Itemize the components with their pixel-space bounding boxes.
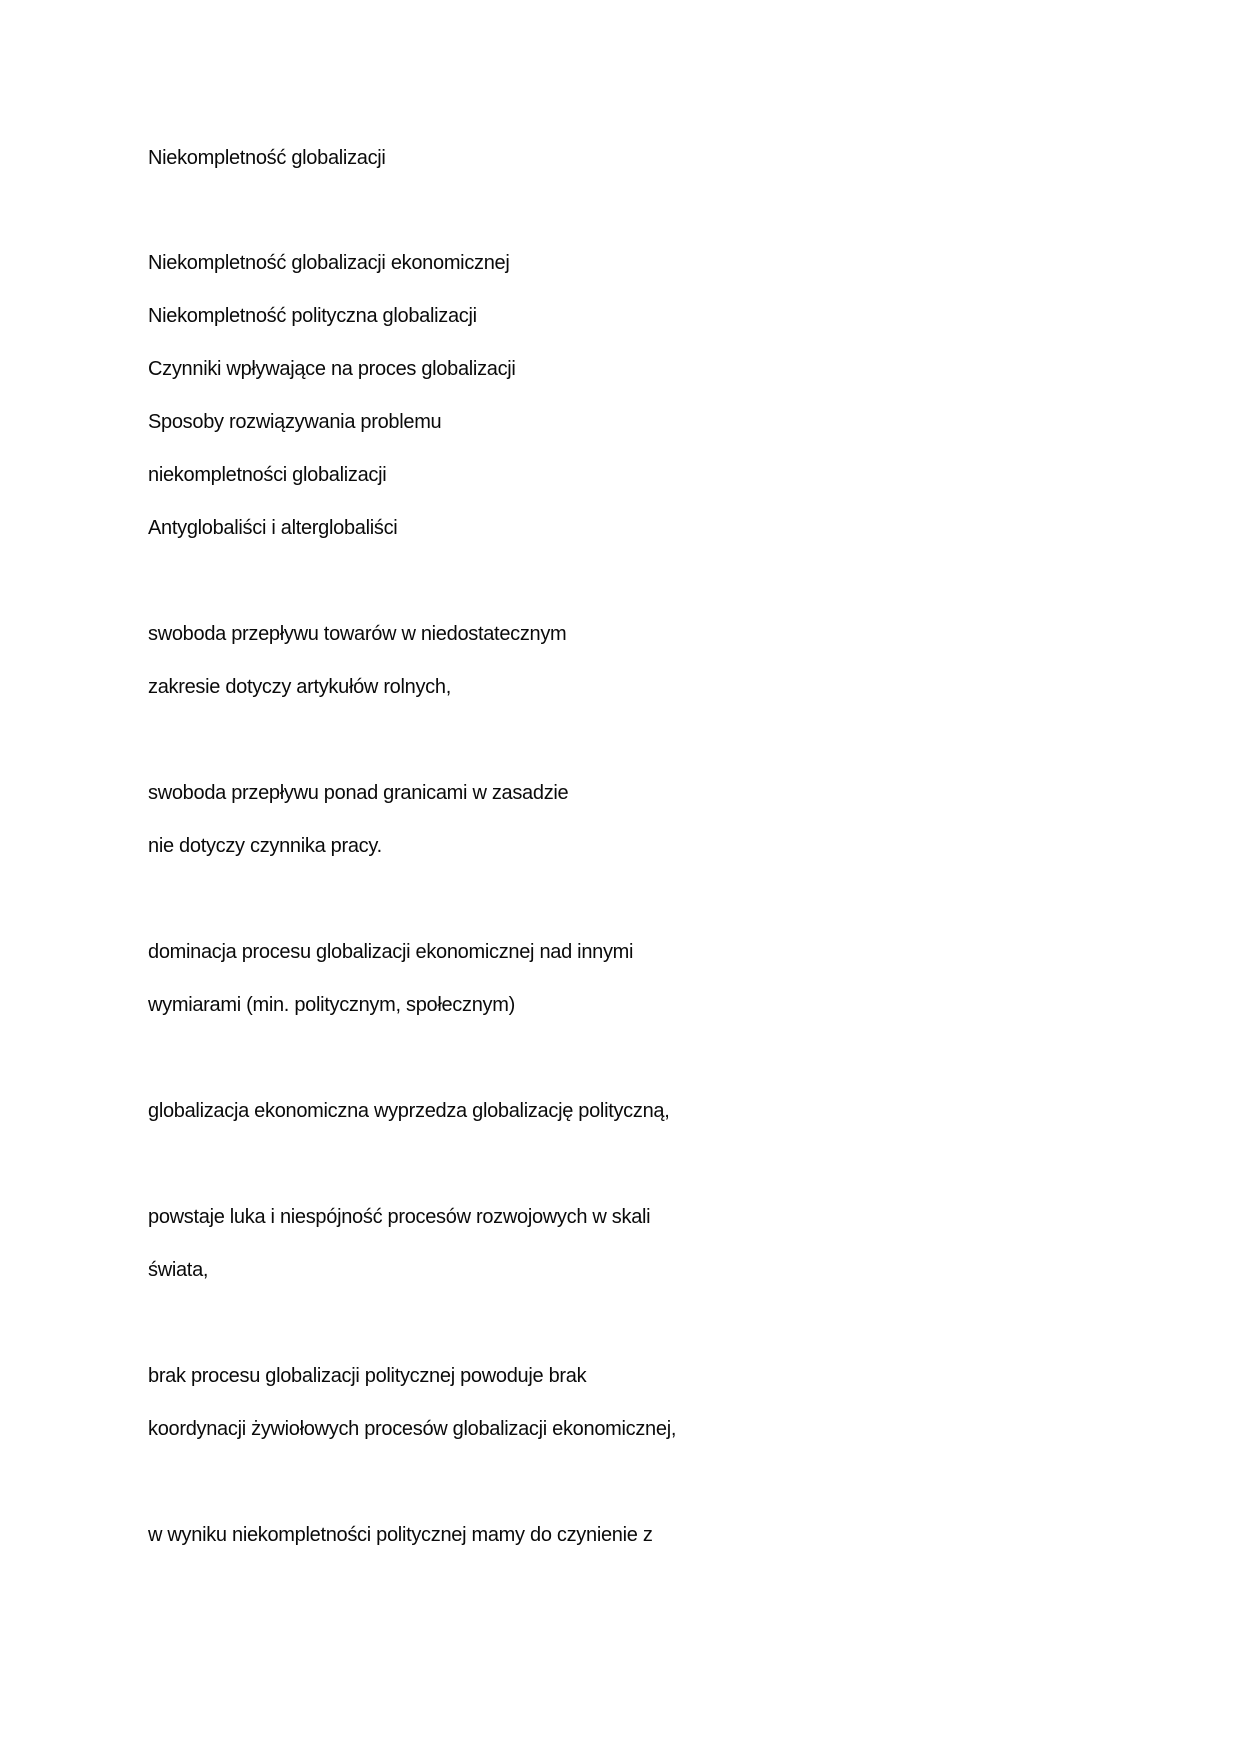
paragraph-line: swoboda przepływu towarów w niedostatecznym bbox=[148, 623, 567, 645]
paragraph-line: zakresie dotyczy artykułów rolnych, bbox=[148, 676, 451, 698]
paragraph-line: w wyniku niekompletności politycznej mamy do czynienie z bbox=[148, 1524, 653, 1546]
paragraph-line: dominacja procesu globalizacji ekonomicznej nad innymi bbox=[148, 941, 634, 963]
outline-item: niekompletności globalizacji bbox=[148, 464, 387, 486]
document-title: Niekompletność globalizacji bbox=[148, 147, 386, 169]
paragraph-line: brak procesu globalizacji politycznej powoduje brak bbox=[148, 1365, 587, 1387]
outline-item: Niekompletność polityczna globalizacji bbox=[148, 305, 477, 327]
outline-item: Niekompletność globalizacji ekonomicznej bbox=[148, 252, 510, 274]
paragraph-line: nie dotyczy czynnika pracy. bbox=[148, 835, 382, 857]
paragraph-line: koordynacji żywiołowych procesów globalizacji ekonomicznej, bbox=[148, 1418, 677, 1440]
outline-item: Antyglobaliści i alterglobaliści bbox=[148, 517, 398, 539]
outline-item: Czynniki wpływające na proces globalizacji bbox=[148, 358, 516, 380]
paragraph-line: globalizacja ekonomiczna wyprzedza globalizację polityczną, bbox=[148, 1100, 670, 1122]
outline-item: Sposoby rozwiązywania problemu bbox=[148, 411, 442, 433]
paragraph-line: swoboda przepływu ponad granicami w zasadzie bbox=[148, 782, 569, 804]
paragraph-line: wymiarami (min. politycznym, społecznym) bbox=[148, 994, 515, 1016]
paragraph-line: powstaje luka i niespójność procesów rozwojowych w skali bbox=[148, 1206, 651, 1228]
paragraph-line: świata, bbox=[148, 1259, 209, 1281]
